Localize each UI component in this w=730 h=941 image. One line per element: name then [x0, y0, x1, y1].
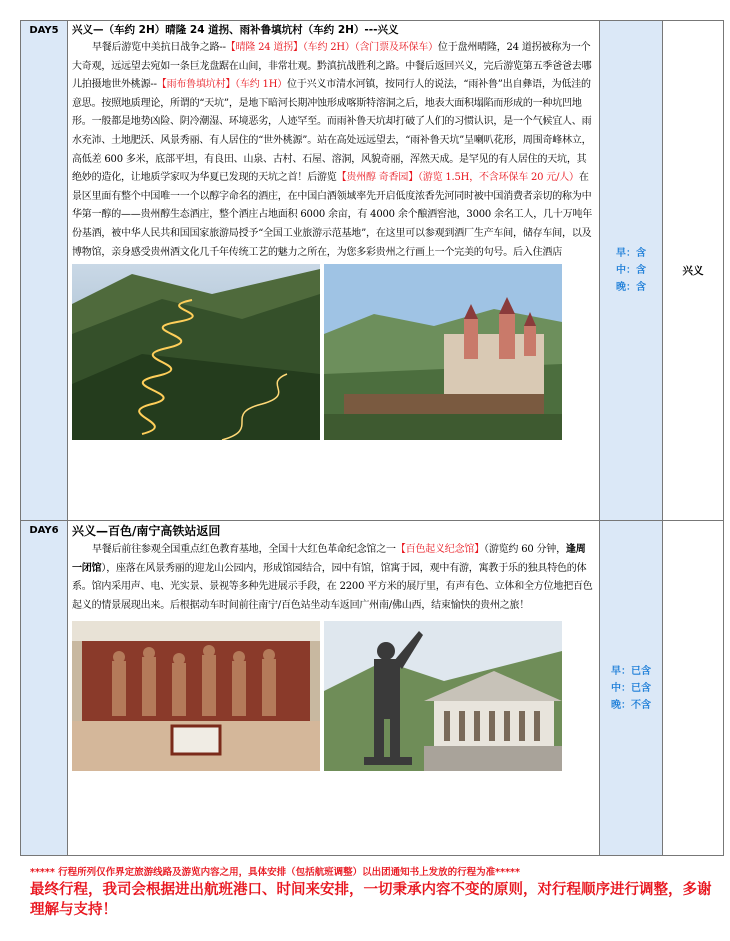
final-itinerary-note: 最终行程，我司会根据进出航班港口、时间来安排，一切秉承内容不变的原则，对行程顺序进行调整，多谢理解与支持！ — [30, 882, 712, 918]
day5-dinner: 晚：含 — [616, 282, 646, 293]
day6-breakfast: 早：已含 — [611, 665, 651, 677]
itinerary-disclaimer: ***** 行程所列仅作界定旅游线路及游览内容之用，具体安排（包括航班调整）以出团通知书上发放的行程为准***** — [30, 867, 520, 878]
footer-notes — [30, 866, 720, 920]
day6-hotel — [663, 521, 724, 856]
zigzag-road-photo — [72, 264, 320, 440]
day6-label: DAY6 — [21, 521, 68, 856]
day5-content — [68, 21, 600, 521]
day5-photos — [72, 264, 595, 442]
day5-row — [21, 21, 724, 521]
day6-meals — [600, 521, 663, 856]
day5-meals — [600, 21, 663, 521]
museum-relief-photo — [72, 621, 320, 771]
day5-breakfast: 早：含 — [616, 248, 646, 259]
day5-lunch: 中：含 — [616, 265, 646, 276]
day6-row — [21, 521, 724, 856]
day5-title: 兴义—（车约 2H）晴隆 24 道拐、雨补鲁填坑村（车约 2H）---兴义 — [72, 24, 399, 36]
day6-lunch: 中：已含 — [611, 682, 651, 694]
day5-description: 早餐后游览中美抗日战争之路--【晴隆 24 道拐】（车约 2H）（含门票及环保车）位于盘州晴隆，24 道拐被称为一个大奇观，远远望去宛如一条巨龙盘踞在山间，非常壮观。黔滇抗战胜利之路。中餐后返回兴义，完后游览第五季爸爸去哪儿拍摄地世外桃源--【雨布鲁填坑村】（车约 1H）位于兴义市清水河镇，按同行人的说法，“雨补鲁”出自彝语，为低洼的意思。按照地质理论，所谓的“天坑”，是地下暗河长期冲蚀形成喀斯特溶洞之后，地表大面积塌陷而形成的一种坑凹地形。一般都是地势凶险、阴冷潮湿、环境恶劣，人迹罕至。而雨补鲁天坑却打破了人们的习惯认识，是一个气候宜人、雨水充沛、土地肥沃、风景秀丽、有人居住的“世外桃源”。站在高处远远望去，“雨补鲁天坑”呈喇叭花形，周围奇峰林立，高低差 600 多米，底部平坦，有良田、山泉、古村、石屋、溶洞，风貌奇丽，浑然天成。是罕见的有人居住的天坑，其绝妙的造化，让地质学家叹为华夏已发现的天坑之首！后游览【贵州醇 奇香园】（游览 1.5H，不含环保车 20 元/人）在景区里面有整个中国唯一一个以醇字命名的酒庄，在中国白酒领域率先开启低度浓香先河同时被中国消费者亲切的称为中华第一醇的——贵州醇生态酒庄，整个酒庄占地面积 6000 余亩，有 4000 余个酿酒窖池，3000 余名工人，几十万吨年份基酒，被中华人民共和国国家旅游局授予“全国工业旅游示范基地”，在这里可以参观到酒厂生产车间，储存车间，以及博物馆，亲身感受贵州酒文化几千年传统工艺的魅力之所在，为您多彩贵州之行画上一个完美的句号。后入住酒店 — [72, 42, 593, 258]
day6-dinner: 晚：不含 — [611, 699, 651, 711]
wine-castle-photo — [324, 264, 562, 440]
memorial-statue-photo — [324, 621, 562, 771]
itinerary-table — [20, 20, 724, 856]
day6-content — [68, 521, 600, 856]
day5-label: DAY5 — [21, 21, 68, 521]
day6-title: 兴义—百色/南宁高铁站返回 — [72, 524, 221, 538]
day6-photos — [72, 621, 595, 774]
day6-description: 早餐后前往参观全国重点红色教育基地，全国十大红色革命纪念馆之一【百色起义纪念馆】（游览约 60 分钟，逢周一闭馆），座落在风景秀丽的迎龙山公园内，形成馆园结合，园中有馆，馆寓于园，观中有游，寓教于乐的独具特色的体系。馆内采用声、电、光实景、景视等多种先进展示手段，在 2200 平方米的展厅里，有声有色、立体和全方位地把百色起义的情景展现出来。后根据动车时间前往南宁/百色站坐动车返回广州南/佛山西，结束愉快的贵州之旅！ — [72, 544, 593, 611]
day5-hotel: 兴义 — [663, 21, 724, 521]
